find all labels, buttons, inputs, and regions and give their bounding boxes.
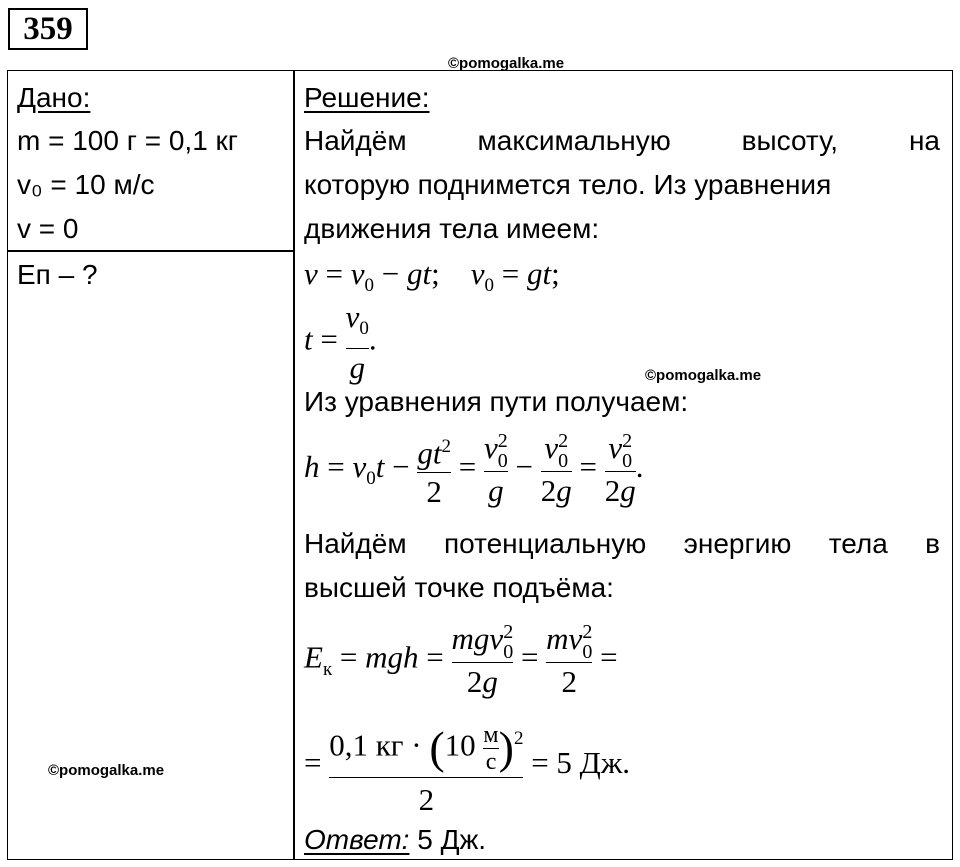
solution-text-5: Найдём потенциальную энергию тела в	[304, 528, 940, 559]
answer-value: 5 Дж.	[417, 824, 487, 855]
given-title: Дано:	[17, 82, 91, 113]
energy-calculation: = 0,1 кг · (10 $\frac{м}{с}$ )$^2$ 2 = 5 Дж.	[304, 710, 630, 822]
solution-text-1: Найдём максимальную высоту, на	[304, 125, 940, 156]
solution-text-3: движения тела имеем:	[304, 213, 600, 244]
energy-equation: $E_к$ = mgh = mgv 2 0 2g = mv 2 0 2 =	[304, 620, 618, 699]
find-quantity: Eп – ?	[17, 259, 98, 290]
solution-text-4: Из уравнения пути получаем:	[304, 386, 689, 417]
watermark-bottom: ©pomogalka.me	[48, 762, 165, 779]
watermark-top: ©pomogalka.me	[448, 55, 565, 72]
height-equation: $h = v_0t$ − $\frac{gt^2}{2}$ = v 2 0 g − v 2 0 2g = v 2 0 2g .	[304, 430, 644, 510]
velocity-equation: $v = v_0$ − gt; $v_0$ = gt;	[304, 256, 560, 297]
column-divider	[293, 70, 295, 860]
given-mass: m = 100 г = 0,1 кг	[17, 125, 239, 156]
given-initial-velocity: v₀ = 10 м/с	[17, 169, 155, 200]
watermark-middle: ©pomogalka.me	[645, 367, 762, 384]
solution-title: Решение:	[304, 82, 430, 113]
solution-text-6: высшей точке подъёма:	[304, 572, 614, 603]
answer-line	[304, 818, 486, 862]
solution-text-2: которую поднимется тело. Из уравнения	[304, 169, 832, 200]
time-equation: t = $\frac{v_0}{g}$ .	[304, 299, 377, 386]
problem-number: 359	[8, 8, 88, 50]
given-final-velocity: v = 0	[17, 213, 79, 244]
answer-label: Ответ:	[304, 824, 410, 855]
